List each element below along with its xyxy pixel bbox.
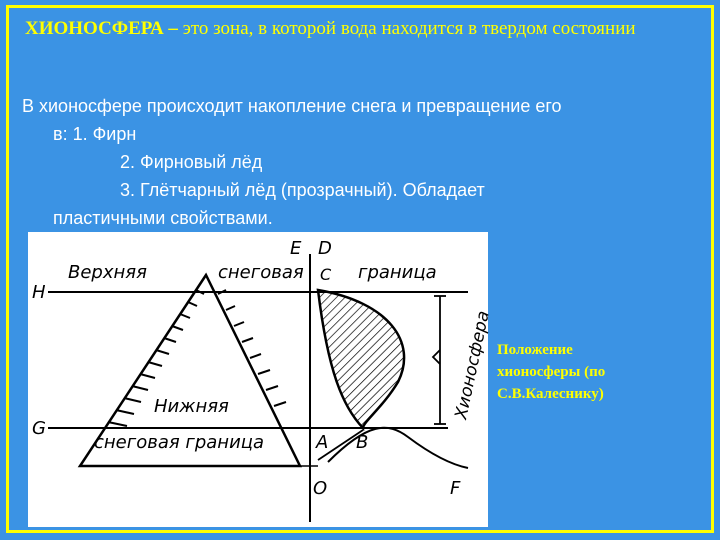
definition-body: это зона, в которой вода находится в твердом состоянии	[177, 18, 636, 39]
point-a: A	[316, 432, 329, 453]
label-lower-word1: Нижняя	[154, 396, 229, 417]
caption-line-2: хионосферы (по	[497, 364, 606, 380]
label-upper-word3: граница	[358, 262, 437, 283]
point-o: O	[313, 478, 328, 499]
point-f: F	[450, 478, 461, 499]
body-paragraph	[22, 92, 702, 232]
diagram-svg	[28, 232, 494, 527]
body-line-5: пластичными свойствами.	[53, 208, 273, 228]
point-g: G	[32, 418, 46, 439]
mountain-right-slope-ticks	[218, 290, 286, 406]
point-d: D	[318, 238, 332, 259]
definition-term: ХИОНОСФЕРА –	[25, 18, 178, 39]
caption-line-3: С.В.Калеснику)	[497, 386, 604, 402]
body-line-3: 2. Фирновый лёд	[120, 152, 263, 172]
label-upper-word1: Верхняя	[68, 262, 147, 283]
chionosphere-bracket	[433, 296, 446, 424]
body-line-1: В хионосфере происходит накопление снега и превращение его	[22, 96, 562, 116]
label-lower-word2: снеговая граница	[94, 432, 265, 453]
chionosphere-diagram	[28, 232, 494, 527]
point-e: E	[290, 238, 302, 259]
point-b: B	[356, 432, 369, 453]
caption-line-1: Положение	[497, 342, 573, 358]
label-upper-word2: снеговая	[218, 262, 304, 283]
diagram-caption	[497, 339, 667, 405]
body-line-4: 3. Глётчарный лёд (прозрачный). Обладает	[120, 180, 485, 200]
point-c: C	[320, 265, 332, 284]
curve-b-f	[328, 428, 468, 468]
label-chionosphere-vertical: Хионосфера	[451, 309, 494, 422]
body-line-2: в: 1. Фирн	[53, 124, 137, 144]
point-h: H	[32, 282, 46, 303]
chionosphere-hatched-area	[318, 290, 404, 428]
definition-text	[25, 14, 695, 43]
